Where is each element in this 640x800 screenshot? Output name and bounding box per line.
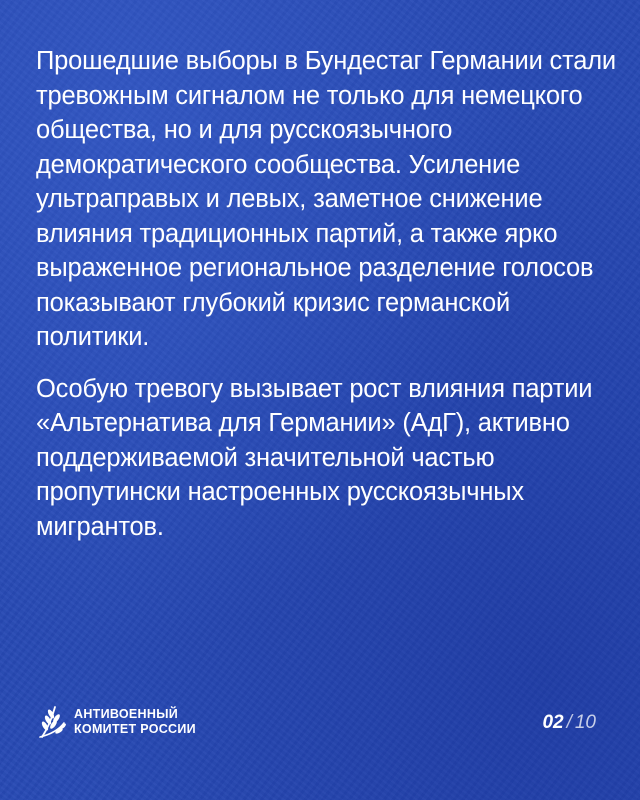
paragraph-1: Прошедшие выборы в Бундестаг Германии стали тревожным сигналом не только для немецкого общества, но и для русскоязычного демократического сообщества. Усиление ультраправых и левых, заметное снижение влияния традиционных партий, а также ярко выраженное региональное разделение голосов показывают глубокий кризис германской политики. [36,47,616,351]
logo-line-2: КОМИТЕТ РОССИИ [74,722,196,736]
logo-text [74,707,196,737]
committee-logo [36,704,196,740]
logo-line-1: АНТИВОЕННЫЙ [74,707,179,721]
page-separator: / [566,712,572,733]
page-current: 02 [542,712,564,733]
footer [28,700,612,750]
page-total: 10 [574,712,596,733]
wheat-ears-icon [36,704,66,740]
paragraph-2: Особую тревогу вызывает рост влияния партии «Альтернатива для Германии» (АдГ), активно поддерживаемой значительной частью пропутински настроенных русскоязычных мигрантов. [36,374,593,541]
main-text [36,44,616,561]
page-indicator [542,712,596,734]
